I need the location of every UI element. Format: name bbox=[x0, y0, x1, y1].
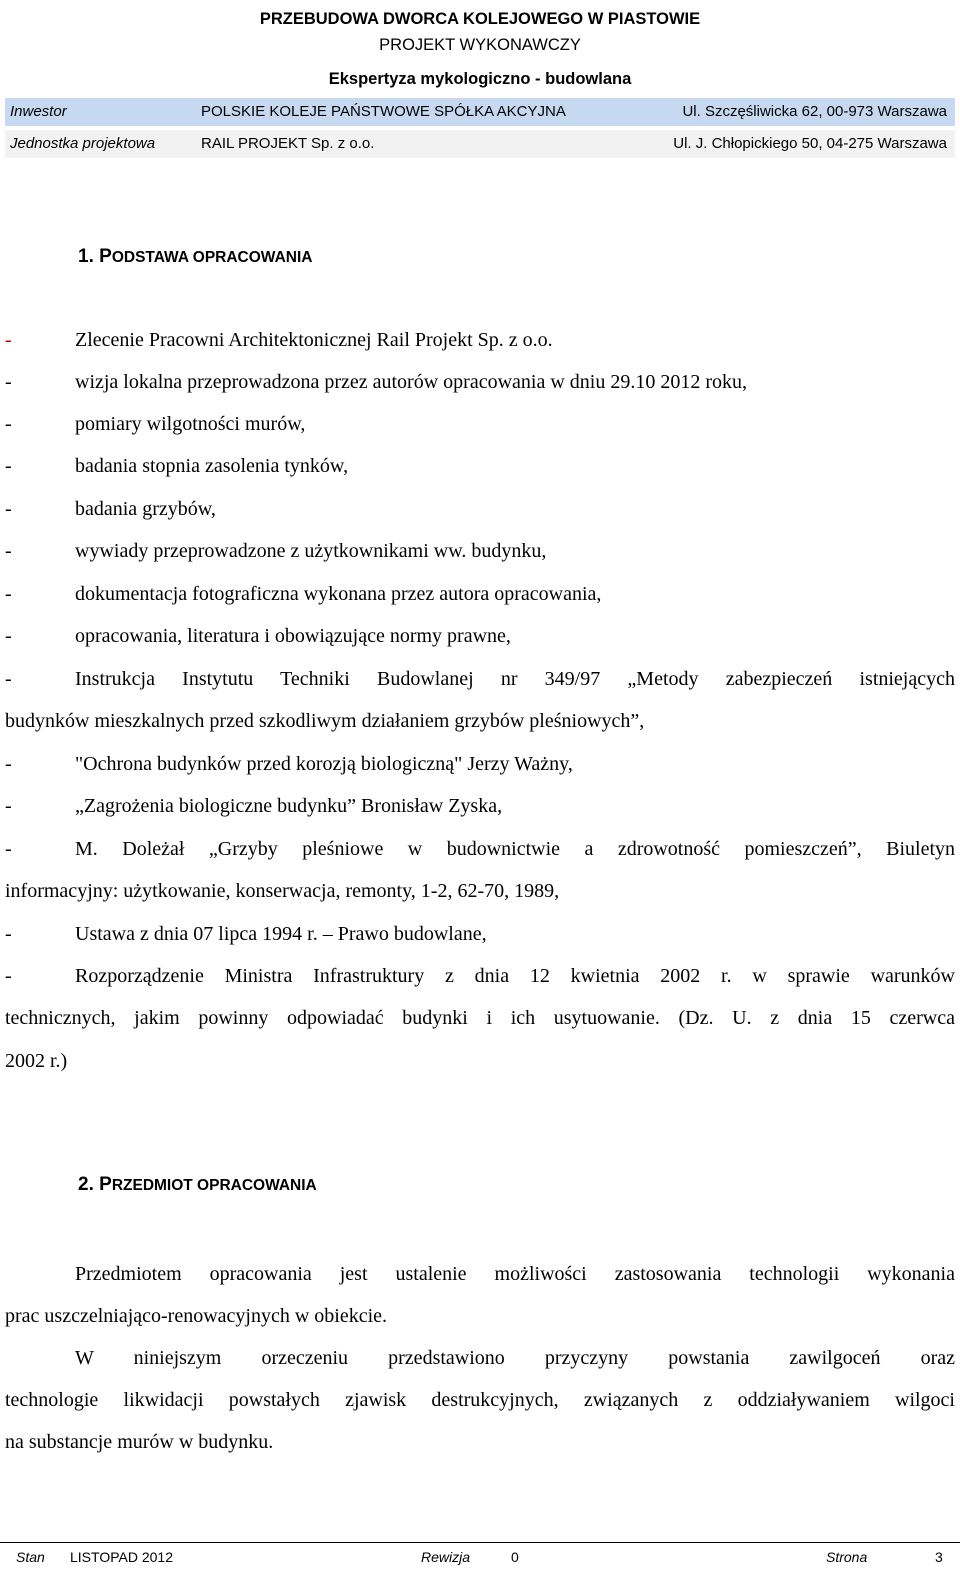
regulation-line-2: technicznych, jakim powinny odpowiadać budynki i ich usytuowanie. (Dz. U. z dnia 15 czerwca bbox=[5, 1007, 955, 1029]
list-dash: - bbox=[5, 583, 12, 605]
list-item-text: Zlecenie Pracowni Architektonicznej Rail Projekt Sp. z o.o. bbox=[75, 329, 553, 351]
document-type: Ekspertyza mykologiczno - budowlana bbox=[328, 70, 632, 88]
list-dash: - bbox=[5, 923, 12, 945]
list-dash: - bbox=[5, 625, 12, 647]
list-dash: - bbox=[5, 371, 12, 393]
list-dash: - bbox=[5, 753, 12, 775]
list-item-text: „Zagrożenia biologiczne budynku” Bronisław Zyska, bbox=[75, 795, 503, 817]
list-item-text: opracowania, literatura i obowiązujące normy prawne, bbox=[75, 625, 511, 647]
list-dash: - bbox=[5, 498, 12, 520]
project-title: PRZEBUDOWA DWORCA KOLEJOWEGO W PIASTOWIE bbox=[259, 10, 701, 28]
list-dash: - bbox=[5, 838, 12, 860]
investor-row bbox=[5, 98, 955, 126]
list-item-text: badania stopnia zasolenia tynków, bbox=[75, 455, 349, 477]
list-dash: - bbox=[5, 455, 12, 477]
list-item-text: Ustawa z dnia 07 lipca 1994 r. – Prawo budowlane, bbox=[75, 923, 487, 945]
list-item-text: "Ochrona budynków przed korozją biologiczną" Jerzy Ważny, bbox=[75, 753, 573, 775]
paragraph-2-line-2: technologie likwidacji powstałych zjawisk destrukcyjnych, związanych z oddziaływaniem wilgoci bbox=[5, 1389, 955, 1411]
list-item-text: pomiary wilgotności murów, bbox=[75, 413, 306, 435]
list-dash: - bbox=[5, 795, 12, 817]
section-1-title: ODSTAWA OPRACOWANIA bbox=[111, 249, 313, 266]
footer-rewizja-value: 0 bbox=[511, 1549, 519, 1565]
list-dash: - bbox=[5, 668, 12, 690]
regulation-line-1: Rozporządzenie Ministra Infrastruktury z dnia 12 kwietnia 2002 r. w sprawie warunków bbox=[75, 965, 955, 987]
dolezal-line-2: informacyjny: użytkowanie, konserwacja, remonty, 1-2, 62-70, 1989, bbox=[5, 880, 560, 902]
dolezal-line-1: M. Doleżał „Grzyby pleśniowe w budownictwie a zdrowotność pomieszczeń”, Biuletyn bbox=[75, 838, 955, 860]
investor-label: Inwestor bbox=[10, 103, 67, 120]
paragraph-1-line-1: Przedmiotem opracowania jest ustalenie możliwości zastosowania technologii wykonania bbox=[75, 1263, 955, 1285]
list-item-text: badania grzybów, bbox=[75, 498, 216, 520]
itb-instruction-line-2: budynków mieszkalnych przed szkodliwym działaniem grzybów pleśniowych”, bbox=[5, 710, 645, 732]
footer-page-number: 3 bbox=[935, 1549, 943, 1565]
footer-rewizja-label: Rewizja bbox=[421, 1549, 471, 1565]
list-dash: - bbox=[5, 540, 12, 562]
footer-strona-label: Strona bbox=[826, 1549, 868, 1565]
list-dash: - bbox=[5, 965, 12, 987]
page-footer bbox=[0, 1542, 960, 1569]
investor-address: Ul. Szczęśliwicka 62, 00-973 Warszawa bbox=[682, 103, 947, 120]
designer-row bbox=[5, 130, 955, 158]
section-2-title: RZEDMIOT OPRACOWANIA bbox=[111, 1177, 317, 1194]
designer-label: Jednostka projektowa bbox=[10, 135, 156, 152]
designer-address: Ul. J. Chłopickiego 50, 04-275 Warszawa bbox=[673, 135, 947, 152]
list-dash: - bbox=[5, 413, 12, 435]
footer-stan-value: LISTOPAD 2012 bbox=[70, 1549, 173, 1565]
list-item-text: wywiady przeprowadzone z użytkownikami ww. budynku, bbox=[75, 540, 547, 562]
paragraph-2-line-1: W niniejszym orzeczeniu przedstawiono przyczyny powstania zawilgoceń oraz bbox=[75, 1347, 955, 1369]
list-item-text: dokumentacja fotograficzna wykonana przez autora opracowania, bbox=[75, 583, 602, 605]
footer-stan-label: Stan bbox=[16, 1549, 45, 1565]
section-2-heading bbox=[78, 1174, 317, 1197]
designer-name: RAIL PROJEKT Sp. z o.o. bbox=[201, 135, 375, 152]
paragraph-1-line-2: prac uszczelniająco-renowacyjnych w obiekcie. bbox=[5, 1305, 388, 1327]
itb-instruction-line-1: Instrukcja Instytutu Techniki Budowlanej nr 349/97 „Metody zabezpieczeń istniejących bbox=[75, 668, 955, 690]
list-item-text: wizja lokalna przeprowadzona przez autorów opracowania w dniu 29.10 2012 roku, bbox=[75, 371, 747, 393]
paragraph-2-line-3: na substancje murów w budynku. bbox=[5, 1431, 274, 1453]
investor-name: POLSKIE KOLEJE PAŃSTWOWE SPÓŁKA AKCYJNA bbox=[201, 103, 566, 120]
list-dash: - bbox=[5, 329, 12, 351]
regulation-line-3: 2002 r.) bbox=[5, 1050, 68, 1072]
section-2-number: 2. P bbox=[78, 1174, 112, 1195]
project-subtitle: PROJEKT WYKONAWCZY bbox=[379, 36, 581, 54]
section-1-heading bbox=[78, 246, 312, 269]
section-1-number: 1. P bbox=[78, 246, 112, 267]
